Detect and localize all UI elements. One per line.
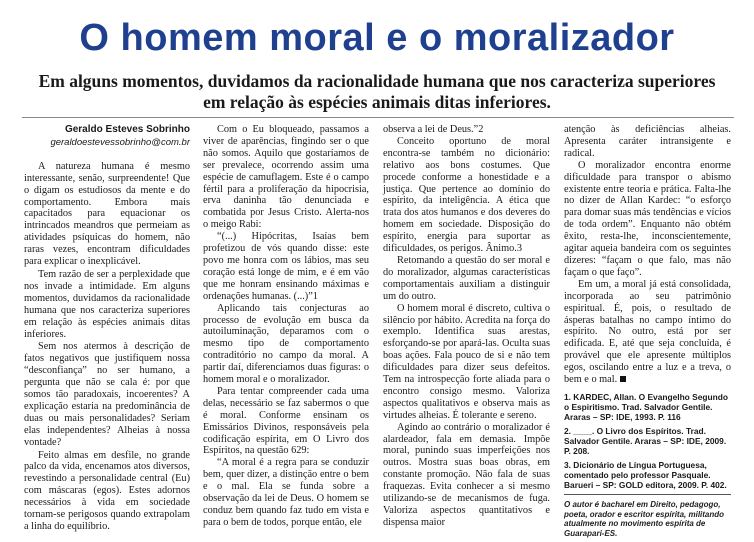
paragraph: Aplicando tais conjecturas ao processo de evolução em busca da autoiluminação, deparamos com o mesmo tipo de comportamento contraditório no campo da moral. A partir daí, diferenciamos duas figuras: o homem moral e o moralizador. xyxy=(203,302,369,386)
paragraph: Com o Eu bloqueado, passamos a viver de aparências, fingindo ser o que não somos. Aquilo que gostaríamos de ser prevalece, ocorrendo assim uma espécie de camuflagem. Este é o campo fértil para a proliferação da hipocrisia, erva daninha tão denunciada e combatida por Jesus Cristo. Alerta-nos o meigo Rabi: xyxy=(203,124,369,231)
column-4 xyxy=(564,124,731,542)
paragraph: Conceito oportuno de moral encontra-se também no dicionário: relativo aos bons costumes. Que procede conforme a honestidade e a justiça. Que pertence ao domínio do espírito, da inteligência. A ética que trata dos atos humanos e dos deveres do homem em sociedade. Disposição do espírito, energia para suportar as dificuldades, os perigos. Ânimo.3 xyxy=(383,135,550,255)
paragraph: Para tentar compreender cada uma delas, necessário se faz sabermos o que é moral. Conforme ensinam os Emissários Divinos, responsáveis pela codificação espírita, em O Livro dos Espíritos, na questão 629: xyxy=(203,385,369,457)
article-title: O homem moral e o moralizador xyxy=(79,17,675,59)
header-divider xyxy=(22,117,734,118)
paragraph-final-text: Em um, a moral já está consolidada, incorporada ao seu patrimônio espiritual. É, pois, o resultado de ásperas batalhas no campo íntimo do espírito. No outro, está por ser edificada. E, até que seja concluída, é provável que ele apresente múltiplos egos, oscilando entre a luz e a treva, o bem e o mal. xyxy=(564,278,731,386)
paragraph: atenção às deficiências alheias. Apresenta caráter intransigente e radical. xyxy=(564,124,731,159)
column-2 xyxy=(203,124,369,529)
paragraph: A natureza humana é mesmo interessante, senão, surpreendente! Que o digam os estudiosos da mente e do comportamento. Embora mais capacitados para equacionar os intrincados meandros que permeiam as atividades psíquicas do homem, não raras vezes, encontram dificuldades para explicar o inexplicável. xyxy=(24,160,190,268)
paragraph: “(...) Hipócritas, Isaías bem profetizou de vós quando disse: este povo me honra com os lábios, mas seu coração está longe de mim, e é em vão que me honram ensinando máximas e ordenações humanas. (...)”1 xyxy=(203,231,369,302)
column-1 xyxy=(24,124,190,534)
author-email: geraldoestevessobrinho@com.br xyxy=(50,136,190,148)
paragraph: Agindo ao contrário o moralizador é alardeador, fala em demasia. Impõe moral, punindo suas imperfeições nos outros. Mostra suas boas obras, em constante promoção. Não fala de suas fraquezas. Evita conhecer a si mesmo utilizando-se de mecanismos de fuga. Valoriza aspectos quantitativos e dispensa maior xyxy=(383,421,550,528)
references xyxy=(564,392,731,538)
end-mark-icon xyxy=(620,376,626,382)
author-name: Geraldo Esteves Sobrinho xyxy=(64,124,190,135)
column-3 xyxy=(383,124,550,529)
reference-item: 2. ____. O Livro dos Espíritos. Trad. Salvador Gentile. Araras – SP: IDE, 2009. P. 208. xyxy=(564,425,727,456)
references-divider xyxy=(564,494,731,495)
paragraph-final xyxy=(564,279,731,386)
paragraph: O moralizador encontra enorme dificuldade para transpor o abismo existente entre teoria e prática. Falta-lhe no dizer de Allan Kardec: “o esforço para domar suas más tendências e vícios de toda ordem”. Enquanto não obtém êxito, resta-lhe, inconscientemente, agitar aqueia bandeira com os seguintes dizeres: “façam o que falo, mas não façam o que faço”. xyxy=(564,159,731,278)
paragraph: observa a lei de Deus.”2 xyxy=(383,124,484,135)
reference-item: 1. KARDEC, Allan. O Evangelho Segundo o Espiritismo. Trad. Salvador Gentile. Araras – SP: IDE, 1993. P. 116 xyxy=(564,391,728,422)
article-subtitle: Em alguns momentos, duvidamos da racionalidade humana que nos caracteriza superiores em relação às espécies animais ditas inferiores. xyxy=(38,71,716,112)
paragraph: Retomando a questão do ser moral e do moralizador, algumas características comportamentais auxiliam a distinguir um do outro. xyxy=(383,254,550,302)
paragraph: Tem razão de ser a perplexidade que nos invade a intimidade. Em alguns momentos, duvidamos da racionalidade humana que nos caracteriza superiores em relação às espécies animais ditas inferiores. xyxy=(24,268,190,340)
paragraph: “A moral é a regra para se conduzir bem, quer dizer, a distinção entre o bem e o mal. Ela se funda sobre a observação da lei de Deus. O homem se conduz bem quando faz tudo em vista e para o bem de todos, porque então, ele xyxy=(203,457,369,528)
reference-item: 3. Dicionário de Língua Portuguesa, comentado pelo professor Pasquale. Barueri – SP: GOLD editora, 2009. P. 402. xyxy=(564,459,727,490)
paragraph: O homem moral é discreto, cultiva o silêncio por hábito. Acredita na força do exemplo. Identifica suas arestas, esforçando-se por apará-las. Oculta suas boas ações. Fala pouco de si e não tem dificuldades para dizer seus defeitos. Tem na introspecção forte aliada para o encontro consigo mesmo. Valoriza aspectos qualitativos e observa mais as virtudes alheias. É tolerante e sereno. xyxy=(383,302,550,421)
paragraph: Sem nos atermos à descrição de fatos negativos que justifiquem nossa “desconfiança” no ser humano, a pergunta que não se cala é: por que somos tão paradoxais, incoerentes? A explicação estaria na predominância de duas ou mais personalidades? Seriam elas independentes? Alheias à nossa vontade? xyxy=(24,341,190,448)
author-bio: O autor é bacharel em Direito, pedagogo, poeta, orador e escritor espírita, militando atualmente no movimento espírita de Guarapari-ES. xyxy=(564,499,725,538)
paragraph: Feito almas em desfile, no grande palco da vida, encenamos atos diversos, revestindo a personalidade central (Eu) com máscaras (egos). Estes adornos necessários à vida em sociedade tornam-se perigosos quando extrapolam a linha do equilíbrio. xyxy=(24,449,190,532)
